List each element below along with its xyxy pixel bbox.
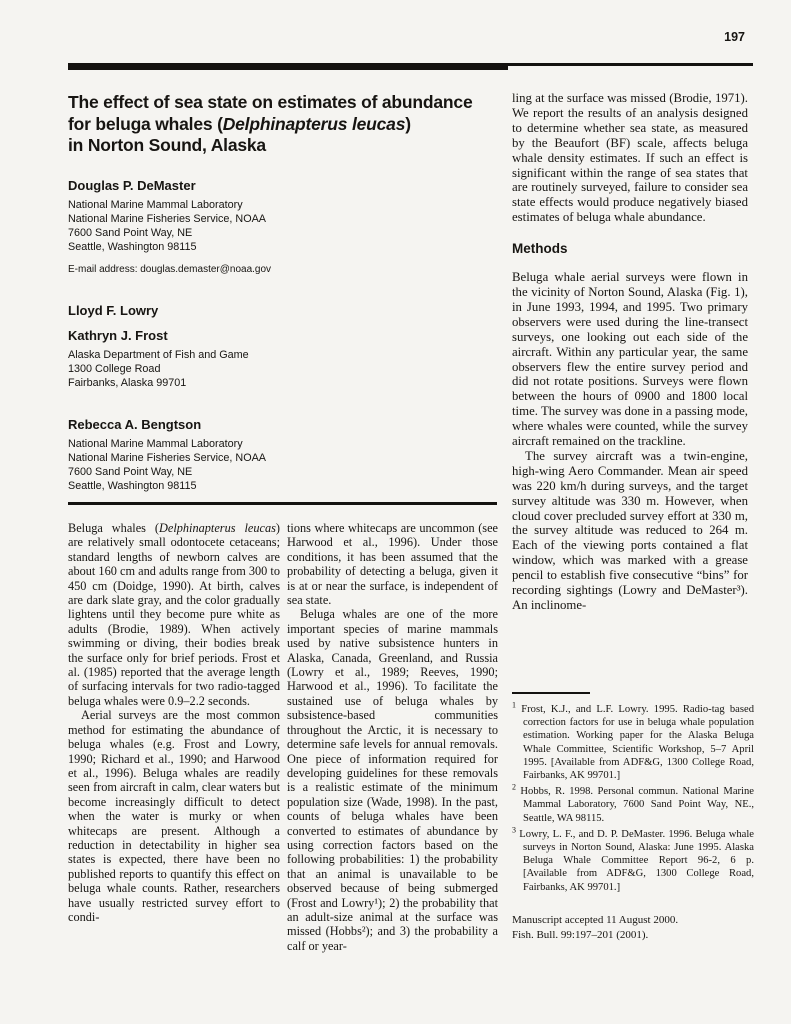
paragraph: Aerial surveys are the most common method for estimating the abundance of beluga whales (e.g. Frost and Lowry, 1990; Richard et al., 1990; and Harwood et al., 1996). Beluga whales are readily seen from aircraft in calm, clear waters but become increasingly difficult to detect when the water is murky or when whitecaps are present. Although a reduction in detectability in higher sea states is expected, there have been no published reports to quantify this effect on beluga whale counts. Rather, researchers have usually restricted survey effort to condi- <box>68 708 280 924</box>
body-column-left <box>68 521 280 924</box>
footnote-1: $^1$ Frost, K.J., and L.F. Lowry. 1995. Radio-tag based correction factors for use in beluga whale population estimation. Working paper for the Alaska Beluga Whale Committee, Scientific Workshop, 5–7 April 1995. [Available from ADF&G, 1300 College Road, Fairbanks, AK 99701.] <box>512 700 754 782</box>
affiliation-line: National Marine Mammal Laboratory <box>68 199 243 211</box>
author-name: Lloyd F. Lowry <box>68 303 159 318</box>
affiliation-line: Seattle, Washington 98115 <box>68 241 197 253</box>
affiliation-line: Alaska Department of Fish and Game <box>68 349 249 361</box>
header-bar-thick <box>68 63 508 70</box>
citation-line: Fish. Bull. 99:197–201 (2001). <box>512 928 649 941</box>
title-line-3: in Norton Sound, Alaska <box>68 135 266 155</box>
body-column-middle <box>287 521 498 953</box>
footnote-2: $^2$ Hobbs, R. 1998. Personal commun. National Marine Mammal Laboratory, 7600 Sand Point Way, NE., Seattle, WA 98115. <box>512 782 754 824</box>
footnote-3: $^3$ Lowry, L. F., and D. P. DeMaster. 1996. Beluga whale surveys in Norton Sound, Alaska: June 1995. Alaska Beluga Whale Committee Report 96-2, 6 p. [Available from ADF&G, 1300 College Road, Fairbanks, AK 99701.] <box>512 825 754 893</box>
footnote-marker: 2 <box>512 782 516 792</box>
affiliation-line: Fairbanks, Alaska 99701 <box>68 377 187 389</box>
section-rule <box>68 502 497 505</box>
author-name: Kathryn J. Frost <box>68 328 168 343</box>
header-bar-thin <box>508 63 753 66</box>
email-address: E-mail address: douglas.demaster@noaa.gov <box>68 264 272 275</box>
page-number: 197 <box>724 30 745 44</box>
intro-paragraph: ling at the surface was missed (Brodie, 1971). We report the results of an analysis designed to determine whether sea state, as measured by the Beaufort (BF) scale, affects beluga whale density estimates. If such an effect is significant within the range of sea states that are routinely surveyed, failure to consider sea state effects would produce negatively biased estimates of beluga whale abundance. <box>512 91 748 225</box>
affiliation-line: National Marine Mammal Laboratory <box>68 438 243 450</box>
footnote-block <box>512 692 754 943</box>
author-group-lowry-frost <box>68 303 388 390</box>
affiliation-line: National Marine Fisheries Service, NOAA <box>68 452 267 464</box>
footnote-separator-rule <box>512 692 590 694</box>
paragraph: Beluga whales (Delphinapterus leucas) are relatively small odontocete cetaceans; standard lengths of newborn calves are about 160 cm and adults range from 300 to 450 cm (Doidge, 1990). At birth, calves are dark slate gray, and the color gradually lightens until they become pure white as adults (Brodie, 1989). When actively swimming or diving, their bodies break the surface only for brief periods. Frost et al. (1985) reported that the average length of surfacing intervals for two radio-tagged beluga whales were 0.9–2.2 seconds. <box>68 521 280 708</box>
author-block <box>68 178 388 520</box>
title-line-1: The effect of sea state on estimates of abundance <box>68 92 473 112</box>
paragraph: Beluga whale aerial surveys were flown in the vicinity of Norton Sound, Alaska (Fig. 1), in June 1993, 1994, and 1995. Two primary observers were used during the line-transect surveys, one looking out each side of the aircraft. Within any particular year, the same observers flew the entire survey period and did not rotate positions. Surveys were flown between the hours of 0900 and 1800 local time. The survey was done in a passing mode, where whales were counted, while the survey aircraft remained on the trackline. <box>512 270 748 449</box>
author-group-bengtson <box>68 417 388 493</box>
methods-heading: Methods <box>512 241 568 257</box>
affiliation-line: 1300 College Road <box>68 363 161 375</box>
imprint <box>512 913 754 943</box>
species-name-italic: Delphinapterus leucas <box>159 521 276 535</box>
manuscript-accepted-line: Manuscript accepted 11 August 2000. <box>512 913 679 926</box>
author-name: Rebecca A. Bengtson <box>68 417 202 432</box>
affiliation-line: 7600 Sand Point Way, NE <box>68 227 193 239</box>
footnote-marker: 3 <box>512 825 516 835</box>
author-group-demaster <box>68 178 388 276</box>
species-name-italic: Delphinapterus leucas <box>222 113 406 134</box>
footnote-marker: 1 <box>512 700 516 710</box>
affiliation-line: Seattle, Washington 98115 <box>68 480 197 492</box>
body-column-right <box>512 91 748 613</box>
title-line-2: for beluga whales (Delphinapterus leucas) <box>68 113 411 134</box>
affiliation-line: National Marine Fisheries Service, NOAA <box>68 213 267 225</box>
article-title <box>68 92 513 157</box>
author-name: Douglas P. DeMaster <box>68 178 196 193</box>
affiliation-line: 7600 Sand Point Way, NE <box>68 466 193 478</box>
paragraph: tions where whitecaps are uncommon (see Harwood et al., 1996). Under those conditions, it has been assumed that the probability of detecting a beluga, given it is at or near the surface, is independent of sea state. <box>287 521 498 608</box>
paragraph: The survey aircraft was a twin-engine, high-wing Aero Commander. Mean air speed was 220 km/h during surveys, and the target survey altitude was 330 m. However, when cloud cover precluded survey effort at 330 m, the survey altitude was reduced to 264 m. Each of the viewing ports contained a flat window, which was marked with a grease pencil to establish five consecutive “bins” for recording sightings (Lowry and DeMaster³). An inclinome- <box>512 448 748 612</box>
paragraph: Beluga whales are one of the more important species of marine mammals used by native subsistence hunters in Alaska, Canada, Greenland, and Russia (Lowry et al., 1989; Reeves, 1990; Harwood et al., 1996). To facilitate the sustained use of beluga whales by subsistence-based communities throughout the Arctic, it is necessary to determine safe levels for annual removals. One piece of information required for developing guidelines for these removals is a realistic estimate of the minimum population size (Wade, 1998). In the past, counts of beluga whales have been converted to estimates of abundance by using correction factors based on the following probabilities: 1) the probability that an animal is unavailable to be observed because of being submerged (Frost and Lowry¹); 2) the probability that an adult-size animal at the surface was missed (Hobbs²); and 3) the probability a calf or year- <box>287 607 498 953</box>
